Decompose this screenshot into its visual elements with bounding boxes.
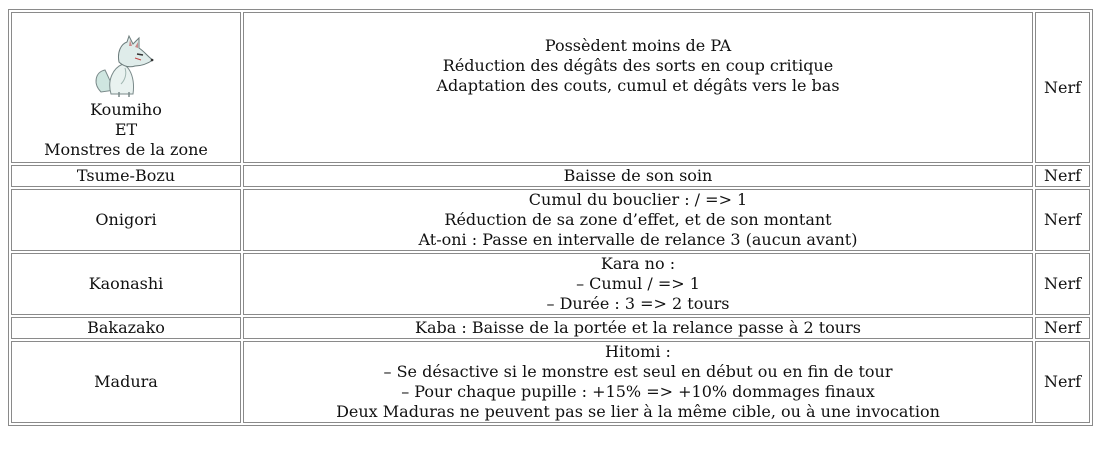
description-cell — [243, 165, 1033, 187]
description-line: – Cumul / => 1 — [576, 274, 700, 293]
status-cell: Nerf — [1035, 165, 1090, 187]
monster-name-cell — [11, 189, 241, 251]
description-line: – Durée : 3 => 2 tours — [546, 294, 730, 313]
description-cell — [243, 253, 1033, 315]
changes-table — [8, 9, 1093, 426]
description-cell — [243, 317, 1033, 339]
table-row — [11, 12, 1090, 163]
description-line: Hitomi : — [605, 342, 671, 361]
table-row — [11, 317, 1090, 339]
description-cell — [243, 341, 1033, 423]
status-cell: Nerf — [1035, 253, 1090, 315]
description-line: – Se désactive si le monstre est seul en début ou en fin de tour — [383, 362, 893, 381]
monster-name-line: Madura — [94, 372, 158, 391]
table-row — [11, 253, 1090, 315]
monster-name-line: Tsume-Bozu — [76, 166, 176, 185]
status-cell: Nerf — [1035, 189, 1090, 251]
monster-name-line: Onigori — [95, 210, 157, 229]
status-cell: Nerf — [1035, 12, 1090, 163]
description-line: Possèdent moins de PA — [544, 35, 732, 55]
description-cell — [243, 12, 1033, 163]
description-cell — [243, 189, 1033, 251]
monster-name-cell — [11, 317, 241, 339]
description-line: Kaba : Baisse de la portée et la relance passe à 2 tours — [415, 318, 861, 337]
description-line: Adaptation des couts, cumul et dégâts vers le bas — [436, 75, 840, 95]
table-row — [11, 165, 1090, 187]
description-line: Deux Maduras ne peuvent pas se lier à la même cible, ou à une invocation — [336, 402, 940, 421]
monster-name-cell — [11, 341, 241, 423]
table-row — [11, 341, 1090, 423]
description-line: At-oni : Passe en intervalle de relance 3 (aucun avant) — [418, 230, 858, 249]
monster-name-cell — [11, 165, 241, 187]
description-line: Réduction de sa zone d’effet, et de son montant — [444, 210, 832, 229]
monster-name-line: Bakazako — [87, 318, 165, 337]
table-row — [11, 189, 1090, 251]
description-line: – Pour chaque pupille : +15% => +10% dommages finaux — [401, 382, 875, 401]
monster-name-cell — [11, 12, 241, 163]
changes-table-wrapper — [8, 9, 1093, 426]
description-line: Baisse de son soin — [563, 166, 713, 185]
fox-icon — [91, 34, 161, 98]
monster-name-line: Monstres de la zone — [44, 140, 208, 159]
description-line: Réduction des dégâts des sorts en coup critique — [442, 55, 834, 75]
description-line: Kara no : — [600, 254, 676, 273]
monster-name-line: ET — [114, 120, 138, 139]
monster-name-line: Kaonashi — [88, 274, 164, 293]
monster-name-cell — [11, 253, 241, 315]
description-line: Cumul du bouclier : / => 1 — [528, 190, 748, 209]
status-cell: Nerf — [1035, 317, 1090, 339]
status-cell: Nerf — [1035, 341, 1090, 423]
monster-name-line: Koumiho — [90, 100, 162, 119]
